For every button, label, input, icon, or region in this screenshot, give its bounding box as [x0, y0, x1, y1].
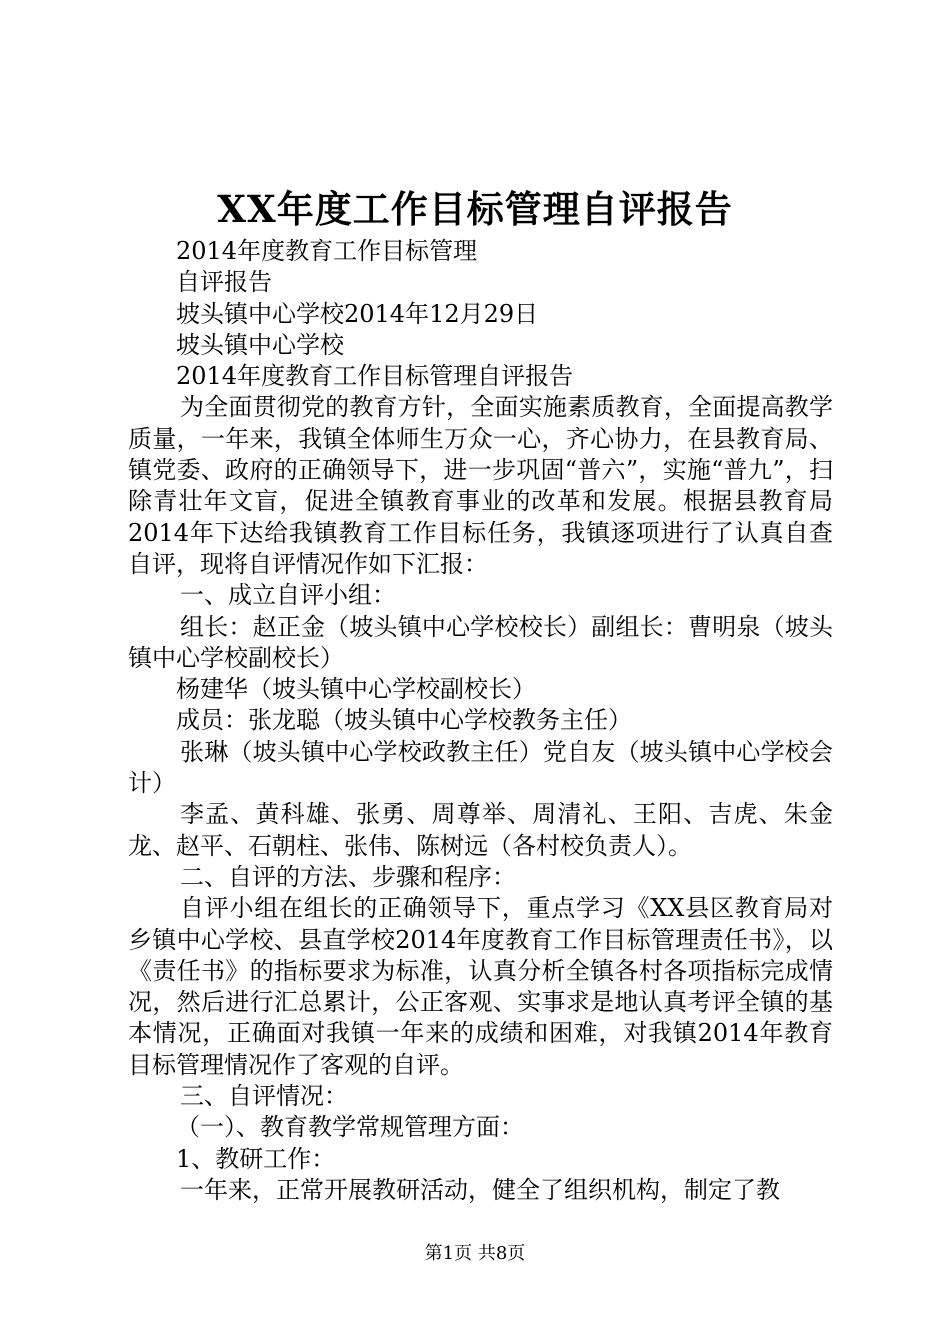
document-title: XX年度工作目标管理自评报告: [217, 187, 733, 231]
section-heading-3: 三、自评情况：: [180, 1082, 348, 1111]
paragraph-subtitle: 2014年度教育工作目标管理: [176, 237, 478, 265]
paragraph-leaders: 组长：赵正金（坡头镇中心学校校长）副组长：曹明泉（坡头镇中心学校副校长）: [128, 612, 833, 672]
paragraph-subtitle-2: 自评报告: [176, 268, 272, 297]
section-heading-1: 一、成立自评小组：: [180, 581, 396, 610]
item-heading-1: 1、教研工作：: [176, 1144, 336, 1173]
section-heading-2: 二、自评的方法、步骤和程序：: [180, 862, 516, 891]
paragraph-intro: 为全面贯彻党的教育方针，全面实施素质教育，全面提高教学质量，一年来，我镇全体师生万众一心，齐心协力，在县教育局、镇党委、政府的正确领导下，进一步巩固“普六”，实施“普九”，扫除青壮年文盲，促进全镇教育事业的改革和发展。根据县教育局2014年下达给我镇教育工作目标任务，我镇逐项进行了认真自查自评，现将自评情况作如下汇报：: [128, 393, 833, 578]
document-body: [128, 236, 833, 1206]
paragraph-school-date: 坡头镇中心学校2014年12月29日: [176, 299, 539, 328]
paragraph-school: 坡头镇中心学校: [176, 330, 344, 359]
paragraph-village-heads: 李孟、黄科雄、张勇、周尊举、周清礼、王阳、吉虎、朱金龙、赵平、石朝柱、张伟、陈树远（各村校负责人）。: [128, 800, 833, 860]
subsection-heading-1: （一）、教育教学常规管理方面：: [176, 1113, 524, 1142]
paragraph-deputy: 杨建华（坡头镇中心学校副校长）: [176, 675, 536, 704]
paragraph-report-heading: 2014年度教育工作目标管理自评报告: [176, 362, 574, 391]
page-footer: 第1页 共8页: [424, 1243, 526, 1264]
paragraph-research: 一年来，正常开展教研活动，健全了组织机构，制定了教: [180, 1175, 780, 1204]
paragraph-members: 成员：张龙聪（坡头镇中心学校教务主任）: [176, 706, 632, 735]
paragraph-method: 自评小组在组长的正确领导下，重点学习《XX县区教育局对乡镇中心学校、县直学校2014年度教育工作目标管理责任书》，以《责任书》的指标要求为标准，认真分析全镇各村各项指标完成情况，然后进行汇总累计，公正客观、实事求是地认真考评全镇的基本情况，正确面对我镇一年来的成绩和困难，对我镇2014年教育目标管理情况作了客观的自评。: [128, 894, 833, 1079]
paragraph-members-2: 张琳（坡头镇中心学校政教主任）党自友（坡头镇中心学校会计）: [128, 737, 833, 798]
